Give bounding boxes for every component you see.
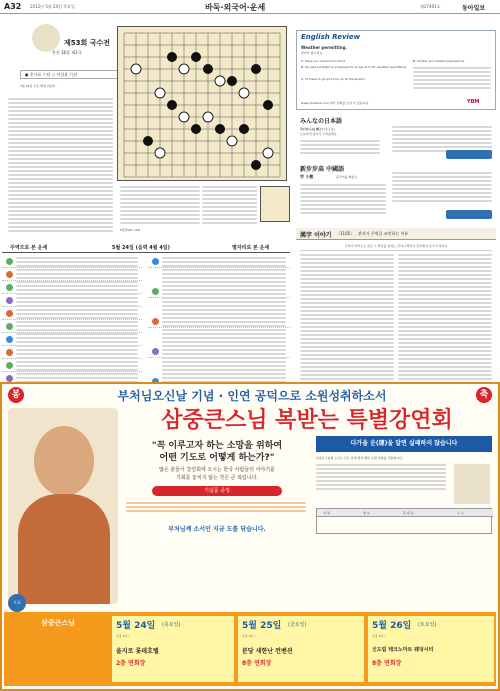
japanese-course-button[interactable] <box>446 150 492 159</box>
event-1-day: (목요일) <box>162 622 181 628</box>
hanja-tag: 〈1105〉 <box>336 231 355 236</box>
fortune-date-title: 5월 24일 (음력 4월 4일) <box>112 245 170 251</box>
baduk-section <box>2 18 290 238</box>
ad-stamp-left: 봉 <box>8 387 24 403</box>
japanese-title: みんなの日本語 <box>300 118 343 125</box>
hanja-subtitle: 관자가 주역을 조언하는 이유 <box>358 231 409 236</box>
english-line-2: B: He said his flight is scheduled to arrive at 5:30, weather permitting. <box>301 65 407 69</box>
ad-quote-2: 어떤 기도로 어떻게 하는가?" <box>159 453 275 463</box>
chinese-box <box>296 164 496 222</box>
chinese-body-left <box>300 184 386 216</box>
event-3-date: 5월 26일 <box>372 621 412 631</box>
ad-quote-1: "꼭 이루고자 하는 소망을 위하여 <box>151 441 283 451</box>
chinese-course-button[interactable] <box>446 210 492 219</box>
form-header-phone: 휴 대 폰 <box>403 511 414 515</box>
form-header-birthday: 생 일 <box>363 511 370 515</box>
event-photo-icon <box>454 464 490 504</box>
ad-banner: 부처님오신날 기념 · 인연 공덕으로 소원성취하소서 <box>117 389 387 403</box>
event-2-hall: 8층 연회장 <box>242 660 272 667</box>
event-3-time: 오후 2시~ <box>372 634 387 638</box>
english-review-box <box>296 30 496 110</box>
go-board-main <box>117 26 287 181</box>
fortune-header <box>2 243 290 253</box>
chinese-sub: 중국어를 배워요 <box>336 175 358 179</box>
ybm-logo: YBM <box>467 99 480 105</box>
hanja-quote: 군자가 바라보는 것은 그 뿌리를 살피는 것이니 뿌리가 튼튼해야 잎이 무성하다 <box>300 244 492 251</box>
chinese-title: 新步步高 中國語 <box>300 166 345 173</box>
ad-form-table <box>316 508 492 534</box>
ad-desc-2: 기회를 놓치지 않는 것은 큰 복입니다. <box>176 475 258 481</box>
ad-frame <box>0 382 500 691</box>
ad-highlight: 다가올 운(運)을 알면 실패하지 않습니다 <box>316 436 492 452</box>
monk-face-icon <box>34 426 94 496</box>
fortune-right-title: 별자리로 본 운세 <box>232 245 270 251</box>
english-line-1: A: Have you heard from Tom? <box>301 59 346 63</box>
japanese-body-left <box>300 140 380 156</box>
event-1-hall: 2층 연회장 <box>116 660 146 667</box>
event-2-place: 분당 새한난 컨벤션 <box>242 648 293 655</box>
baduk-title: 제53회 국수전 <box>64 39 110 47</box>
baduk-subtitle: 본선 16강 제2국 <box>52 50 82 55</box>
date: 2012년 5월 24일 목요일 <box>30 4 75 9</box>
form-header-name: 성 명 <box>323 511 330 515</box>
japanese-headline: 今日からは 雨ということ。 <box>300 127 338 131</box>
event-1-place: 을지로 롯데호텔 <box>116 648 159 655</box>
page-header <box>0 0 500 14</box>
baduk-note: 5월 24일 수순 해설 3장면 · <box>20 84 57 88</box>
japanese-sub: 오늘부터 장마가 시작된대요. <box>300 132 338 136</box>
baduk-caption: 5장면(51~63) <box>120 228 141 232</box>
english-notes <box>413 67 491 91</box>
event-2-date: 5월 25일 <box>242 621 282 631</box>
ad-title: 삼중큰스님 복받는 특별강연회 <box>161 408 453 433</box>
section-title: 바둑·외국어·운세 <box>205 3 266 12</box>
event-card-2[interactable] <box>238 616 364 682</box>
japanese-box <box>296 116 496 160</box>
ad-stamp-right: 축 <box>476 387 492 403</box>
ad-small-print <box>126 502 306 514</box>
event-3-place: 신도림 테크노마트 웨딩시티 <box>372 647 434 653</box>
event-2-time: 오후 2시~ <box>242 634 257 638</box>
event-3-day: (토요일) <box>418 622 437 628</box>
chinese-body-right <box>392 172 492 204</box>
event-1-date: 5월 24일 <box>116 621 156 631</box>
baduk-text-col2 <box>120 186 200 226</box>
go-board-small <box>260 186 290 222</box>
free-badge: 무료 <box>8 594 26 612</box>
english-line-4: B: Similar and related expressions <box>413 59 465 63</box>
ad-name-label: 삼중큰스님 <box>41 619 75 627</box>
ad-desc-1: 많은 분들이 강연회에 오시는 한국 사람들의 이야기를 <box>159 467 275 473</box>
event-3-hall: 8층 연회장 <box>372 660 402 667</box>
english-review-title: English Review <box>301 33 361 41</box>
english-line-3: A: I'll have to go pick him up at the airport. <box>301 77 366 81</box>
event-2-day: (금요일) <box>288 622 307 628</box>
fortune-left-title: 주역으로 본 운세 <box>10 245 48 251</box>
event-1-time: 오후 2시~ <box>116 634 131 638</box>
chinese-headline: 学 小敏 <box>300 174 314 179</box>
page-number: A32 <box>4 2 22 11</box>
monk-photo <box>8 408 118 604</box>
go-stone-icon <box>32 24 60 52</box>
paper-name: 동아일보 <box>462 5 486 12</box>
ad-bottom-note: 부처님께 소서인 지금 도를 닦습니다. <box>168 526 266 533</box>
ad-right-text: 삼중큰스님의 오시는 모든 분께 정성 행복 소원 성취를 기원합니다 <box>316 456 402 460</box>
english-headline: Weather permitting. <box>301 45 348 50</box>
event-card-3[interactable] <box>368 616 494 682</box>
hanja-header <box>296 228 496 240</box>
english-sub: 날씨가 좋으면요. <box>301 51 324 55</box>
form-header-address: 주 소 <box>457 511 464 515</box>
ad-right-body <box>316 464 446 492</box>
baduk-text-col3 <box>202 186 257 226</box>
event-card-1[interactable] <box>112 616 234 682</box>
english-url-note: www.ybmsisa.com 에서 강의를 보실 수 있습니다 <box>301 101 369 105</box>
hanja-title: 漢字 이야기 <box>300 232 332 239</box>
baduk-commentary-text <box>8 98 113 234</box>
players-line: ● 홍기표 六단 ○ 이상훈 九단 <box>20 70 170 79</box>
monk-robe-icon <box>18 494 110 604</box>
gift-badge: 기념품 증정 <box>152 486 282 496</box>
issue-number: 제27491호 <box>420 4 441 9</box>
